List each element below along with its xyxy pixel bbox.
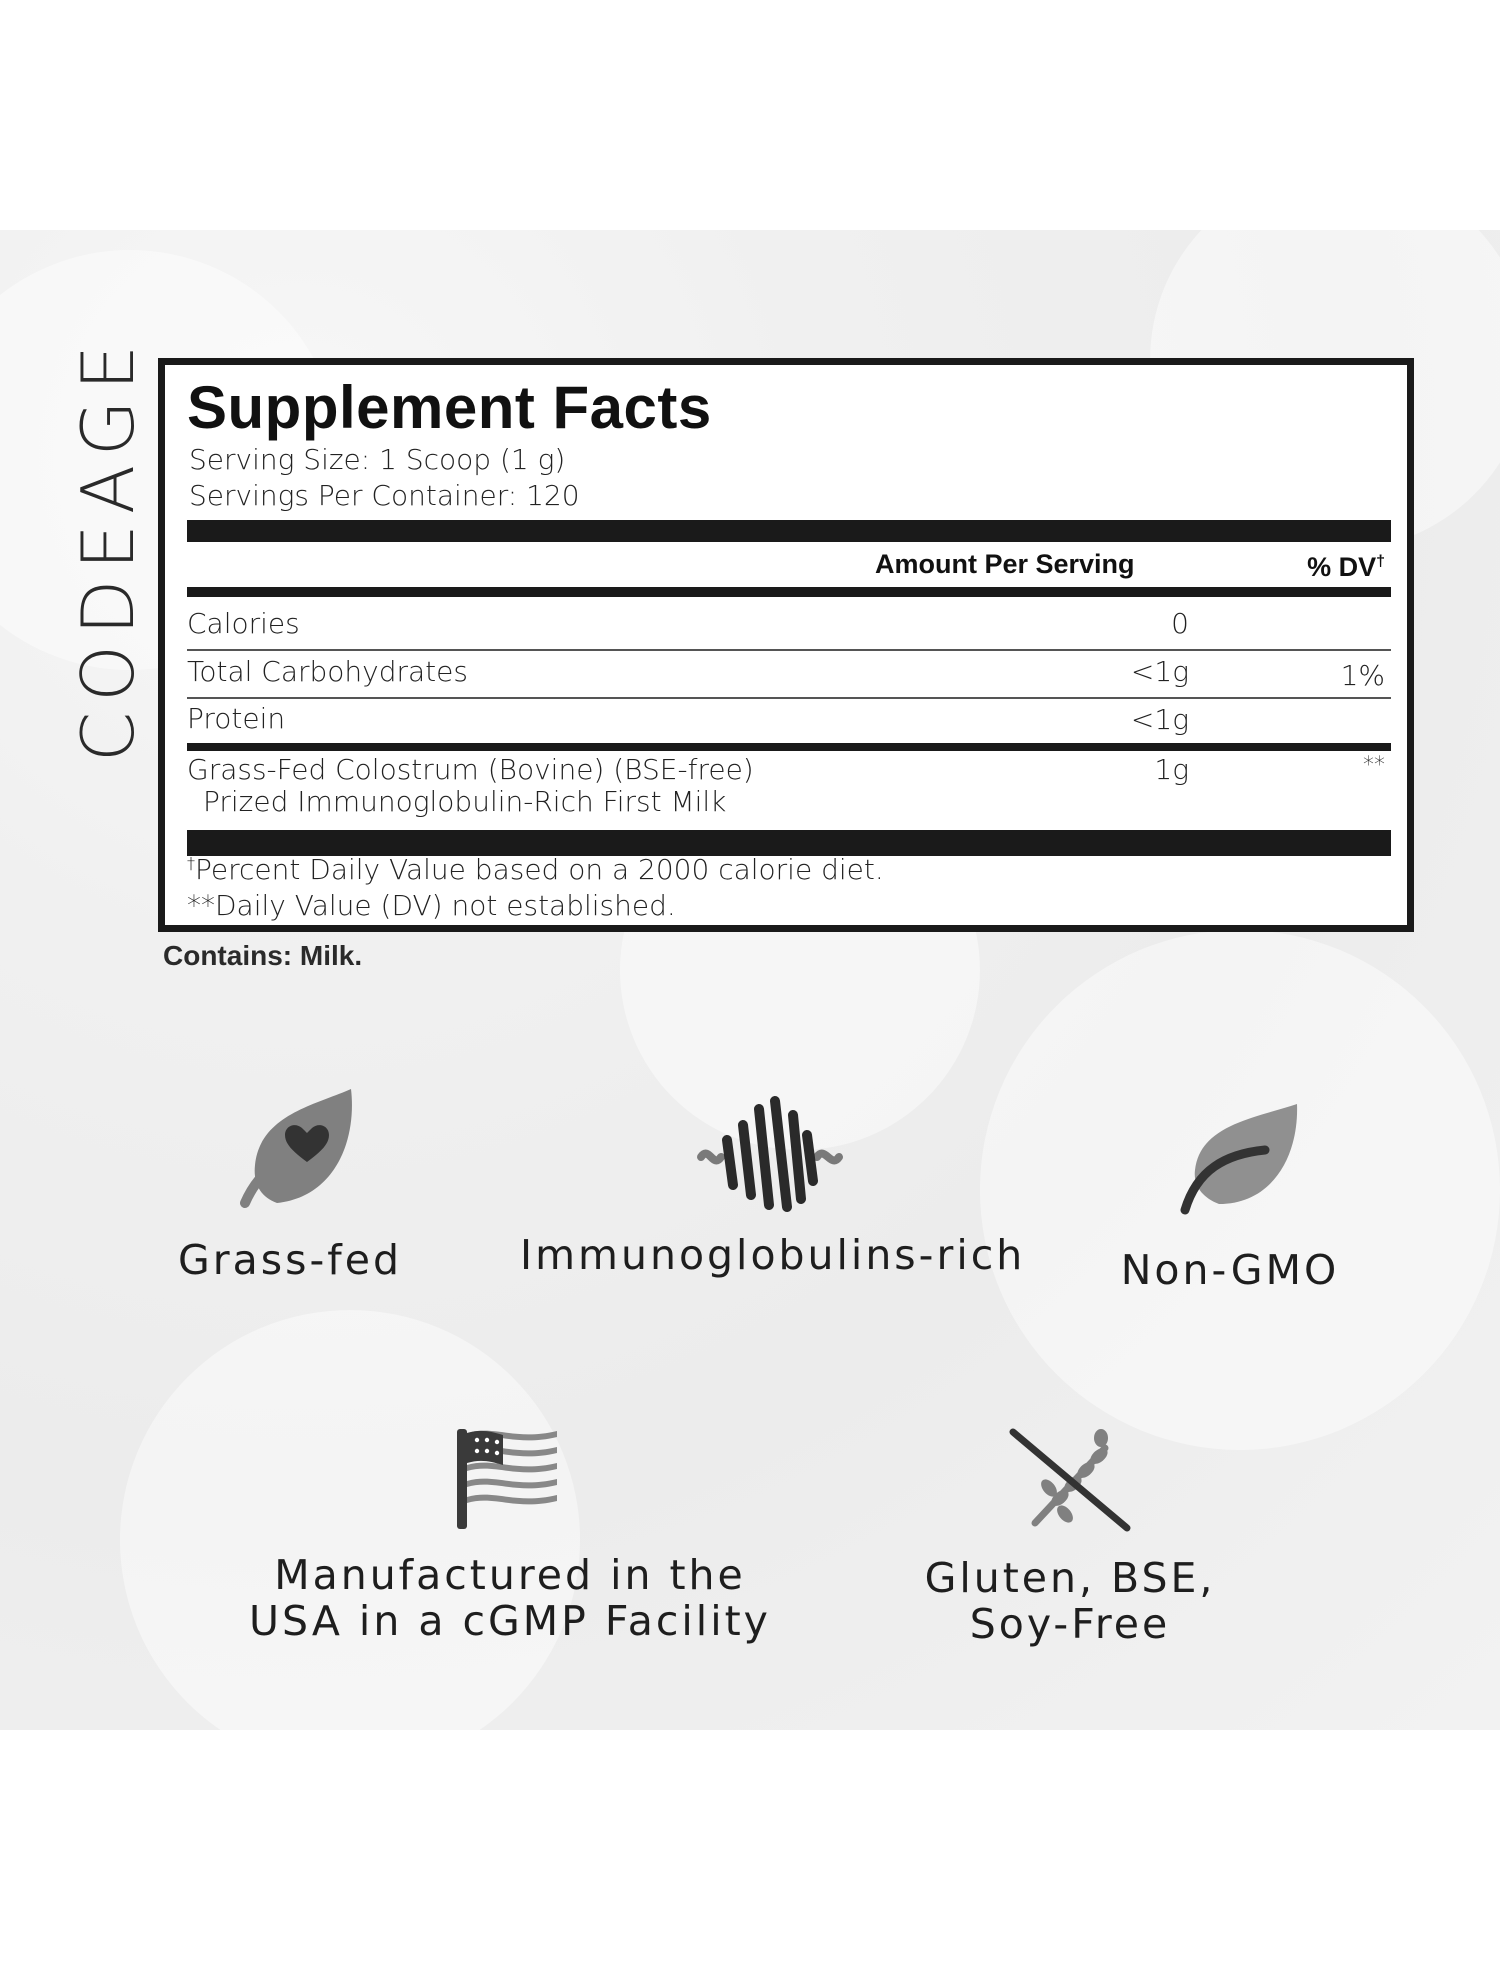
row-carbs-dv: 1%: [1340, 659, 1385, 692]
no-wheat-icon: [1005, 1428, 1135, 1533]
row-calories-name: Calories: [187, 607, 300, 640]
feature-non-gmo: [1080, 1100, 1380, 1293]
serving-size: Serving Size: 1 Scoop (1 g): [189, 443, 566, 476]
feature-immunoglobulins: [520, 1095, 1026, 1279]
row-carbs-name: Total Carbohydrates: [187, 655, 468, 688]
leaf-heart-icon: [215, 1085, 365, 1215]
servings-per-container: Servings Per Container: 120: [189, 479, 580, 512]
row-protein-name: Protein: [187, 702, 286, 735]
allergen-statement: Contains: Milk.: [163, 940, 363, 971]
brand-logo: CODEAGE: [66, 334, 150, 762]
waveform-icon: [695, 1095, 845, 1215]
feature-label: Grass-fed: [178, 1236, 402, 1284]
feature-allergen-free: [890, 1428, 1250, 1647]
feature-label-line-2: USA in a cGMP Facility: [249, 1597, 771, 1645]
us-flag-icon: [455, 1425, 565, 1530]
row-divider: [187, 649, 1391, 651]
header-dv: % DV†: [1307, 552, 1385, 582]
feature-label-line-1: Manufactured in the: [274, 1551, 746, 1599]
facts-title: Supplement Facts: [187, 374, 712, 441]
supplement-facts-panel: [158, 358, 1414, 932]
feature-label: Non-GMO: [1120, 1246, 1340, 1294]
header-divider: [187, 587, 1391, 597]
feature-grass-fed: [140, 1085, 440, 1283]
header-amount: Amount Per Serving: [875, 549, 1135, 579]
row-calories-amount: 0: [1171, 607, 1189, 640]
feature-label-line-2: Soy-Free: [969, 1600, 1171, 1648]
row-colostrum-sub: Prized Immunoglobulin-Rich First Milk: [203, 785, 727, 818]
feature-label-line-1: Gluten, BSE,: [924, 1554, 1216, 1602]
row-carbs-amount: <1g: [1130, 655, 1189, 688]
row-divider-thick: [187, 743, 1391, 751]
feature-made-in-usa: [230, 1425, 790, 1644]
row-protein-amount: <1g: [1130, 703, 1189, 736]
row-colostrum-amount: 1g: [1154, 753, 1189, 786]
thick-divider: [187, 520, 1391, 542]
row-colostrum-dv: **: [1363, 753, 1385, 778]
footnote-1: †Percent Daily Value based on a 2000 calorie diet.: [187, 853, 884, 886]
footnote-2: **Daily Value (DV) not established.: [187, 889, 676, 922]
leaf-icon: [1155, 1100, 1305, 1215]
row-colostrum-name: Grass-Fed Colostrum (Bovine) (BSE-free): [187, 753, 754, 786]
row-divider: [187, 697, 1391, 699]
feature-label: Immunoglobulins-rich: [520, 1231, 1026, 1279]
